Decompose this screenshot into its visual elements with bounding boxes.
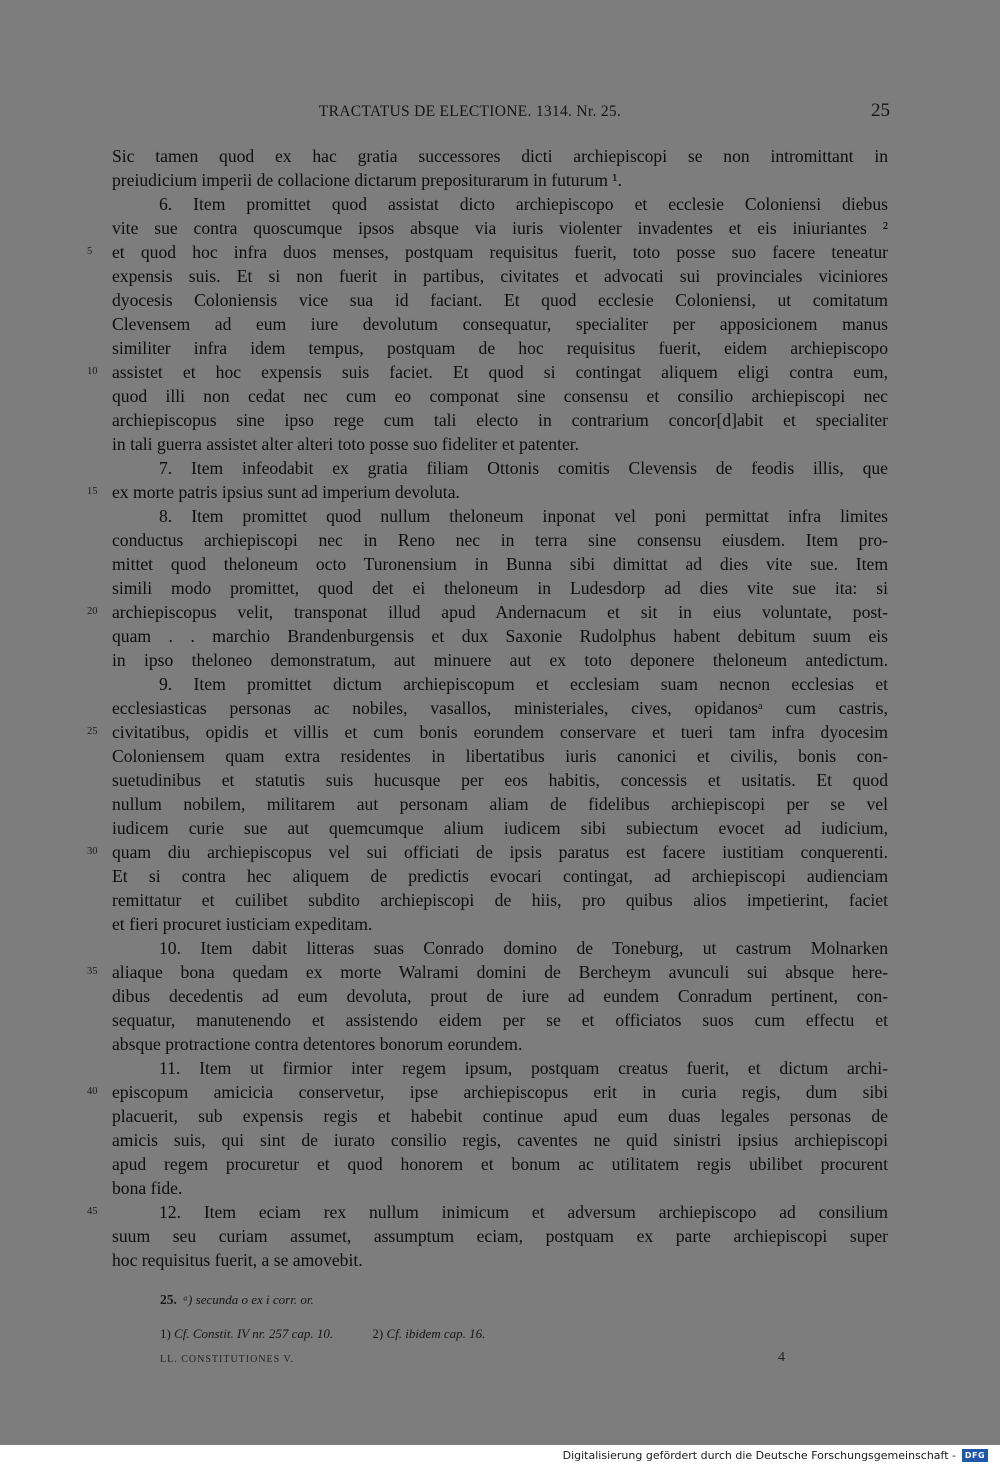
line-text: iudicem curie sue aut quemcumque alium iudicem sibi subiectum evocet ad iudicium, [112,818,888,838]
line-text: 11. Item ut firmior inter regem ipsum, postquam creatus fuerit, et dictum archi- [159,1058,888,1078]
text-line [112,624,888,648]
text-line [112,1056,888,1080]
line-text: conductus archiepiscopi nec in Reno nec in terra sine consensu eiusdem. Item pro- [112,530,888,550]
line-text: remittatur et cuilibet subdito archiepiscopi de hiis, pro quibus alios impetierint, faciet [112,890,888,910]
text-line [112,1008,888,1032]
source-note [372,1326,485,1342]
text-line [112,408,888,432]
text-line [87,600,888,624]
text-line [87,360,888,384]
text-line [112,816,888,840]
sheet-signature: 4 [778,1350,785,1365]
line-text: 8. Item promittet quod nullum theloneum inponat vel poni permittat infra limites [159,506,888,526]
text-line [87,1080,888,1104]
line-text: et quod hoc infra duos menses, postquam requisitus fuerit, toto posse suo facere teneatur [112,242,888,262]
text-line [112,984,888,1008]
text-line [112,912,888,936]
line-text: sequatur, manutenendo et assistendo eidem per se et officiatos suos cum effectu et [112,1010,888,1030]
line-text: amicis suis, qui sint de iurato consilio regis, caventes ne quid sinistri ipsius archiepiscopi [112,1130,888,1150]
line-text: absque protractione contra detentores bonorum eorundem. [112,1034,523,1054]
line-text: assistet et hoc expensis suis faciet. Et quod si contingat aliquem eligi contra eum, [112,362,888,382]
line-text: hoc requisitus fuerit, a se amovebit. [112,1250,363,1270]
text-line [112,504,888,528]
text-line [112,312,888,336]
running-head-title: TRACTATUS DE ELECTIONE. 1314. Nr. 25. [318,103,622,120]
text-line [112,1128,888,1152]
variant-note [160,1292,860,1308]
line-text: aliaque bona quedam ex morte Walrami domini de Bercheym avunculi sui absque here- [112,962,888,982]
line-text: vite sue contra quoscumque ipsos absque via iuris violenter invadentes et eis iniuriantes ² [112,218,888,238]
text-line [112,264,888,288]
line-number: 15 [87,486,98,497]
digitization-credit [563,1447,988,1463]
line-text: archiepiscopus velit, transponat illud apud Andernacum et sit in eius voluntate, post- [112,602,888,622]
text-line [112,1032,888,1056]
line-number: 25 [87,726,98,737]
text-line [112,432,888,456]
line-text: ex morte patris ipsius sunt ad imperium devoluta. [112,482,460,502]
text-line [112,336,888,360]
dfg-logo: DFG [962,1449,988,1462]
text-line [112,528,888,552]
line-text: ecclesiasticas personas ac nobiles, vasallos, ministeriales, cives, opidanosᵃ cum castris, [112,698,888,718]
line-text: suum seu curiam assumet, assumptum eciam, postquam ex parte archiepiscopi super [112,1226,888,1246]
text-line [112,648,888,672]
line-text: dyocesis Coloniensis vice sua id faciant. Et quod ecclesie Coloniensi, ut comitatum [112,290,888,310]
line-text: in tali guerra assistet alter alteri toto posse suo fideliter et patenter. [112,434,580,454]
line-text: Coloniensem quam extra residentes in libertatibus iuris canonici et civilis, bonis con- [112,746,888,766]
text-line [112,1176,888,1200]
text-line [112,888,888,912]
credit-text: Digitalisierung gefördert durch die Deutsche Forschungsgemeinschaft - [562,1448,956,1462]
source-note-number: 2) [372,1326,384,1341]
source-note-text: Cf. ibidem cap. 16. [386,1326,486,1341]
text-line [112,384,888,408]
text-line [112,216,888,240]
text-line [112,192,888,216]
body-text [87,144,888,1272]
line-text: archiepiscopus sine ipso rege cum tali electo in contrarium concor[d]abit et specialiter [112,410,888,430]
text-line [112,576,888,600]
line-text: in ipso theloneo demonstratum, aut minuere aut ex toto deponere theloneum antedictum. [112,650,888,670]
text-line [112,792,888,816]
text-line [112,1248,888,1272]
line-text: et fieri procuret iusticiam expeditam. [112,914,373,934]
text-line [112,144,888,168]
running-head [110,100,890,126]
text-line [112,864,888,888]
line-text: 9. Item promittet dictum archiepiscopum et ecclesiam suam necnon ecclesias et [159,674,888,694]
line-text: placuerit, sub expensis regis et habebit continue apud eum duas legales personas de [112,1106,888,1126]
line-text: bona fide. [112,1178,183,1198]
source-notes [160,1326,860,1342]
line-text: similiter infra idem tempus, postquam de hoc requisitus fuerit, eidem archiepiscopo [112,338,888,358]
line-text: quod illi non cedat nec cum eo componat sine consensu et consilio archiepiscopi nec [112,386,888,406]
variant-note-text: ᵃ) secunda o ex i corr. or. [182,1292,314,1307]
line-text: 6. Item promittet quod assistat dicto archiepiscopo et ecclesie Coloniensi diebus [159,194,888,214]
line-text: mittet quod theloneum octo Turonensium in Bunna sibi dimittat ad dies vite sue. Item [112,554,888,574]
source-note-text: Cf. Constit. IV nr. 257 cap. 10. [174,1326,334,1341]
line-text: civitatibus, opidis et villis et cum bonis eorundem conservare et tueri tam infra dyocesim [112,722,888,742]
critical-apparatus [160,1292,860,1308]
line-text: quam diu archiepiscopus vel sui officiati de ipsis paratus est facere iustitiam conquerenti. [112,842,888,862]
text-line [112,1152,888,1176]
text-line [87,720,888,744]
text-line [87,960,888,984]
text-line [87,840,888,864]
text-line [87,480,888,504]
source-note [160,1326,333,1342]
line-number: 45 [87,1206,98,1217]
text-line [87,1200,888,1224]
text-line [112,288,888,312]
line-text: apud regem procuretur et quod honorem et bonum ac utilitatem regis ubilibet procurent [112,1154,888,1174]
line-number: 10 [87,366,98,377]
text-line [112,1224,888,1248]
line-number: 5 [87,246,93,257]
line-text: episcopum amicicia conservetur, ipse archiepiscopus erit in curia regis, dum sibi [112,1082,888,1102]
text-line [112,456,888,480]
line-text: 7. Item infeodabit ex gratia filiam Ottonis comitis Clevensis de feodis illis, que [159,458,888,478]
text-line [112,168,888,192]
line-number: 35 [87,966,98,977]
line-text: 10. Item dabit litteras suas Conrado domino de Toneburg, ut castrum Molnarken [159,938,888,958]
text-line [112,1104,888,1128]
line-text: quam . . marchio Brandenburgensis et dux Saxonie Rudolphus habent debitum suum eis [112,626,888,646]
line-number: 40 [87,1086,98,1097]
line-number: 30 [87,846,98,857]
document-number: 25. [160,1292,177,1307]
line-text: preiudicium imperii de collacione dictarum prepositurarum in futurum ¹. [112,170,622,190]
line-text: Et si contra hec aliquem de predictis evocari contingat, ad archiepiscopi audienciam [112,866,888,886]
line-text: expensis suis. Et si non fuerit in partibus, civitates et advocati sui provinciales viciniores [112,266,888,286]
text-line [112,672,888,696]
line-text: Clevensem ad eum iure devolutum consequatur, specialiter per apposicionem manus [112,314,888,334]
source-note-number: 1) [160,1326,171,1341]
text-line [87,240,888,264]
line-text: Sic tamen quod ex hac gratia successores dicti archiepiscopi se non intromittant in [112,146,888,166]
text-line [112,552,888,576]
page-number: 25 [871,100,890,121]
line-text: nullum nobilem, militarem aut personam aliam de fidelibus archiepiscopi per se vel [112,794,888,814]
text-line [112,768,888,792]
line-number: 20 [87,606,98,617]
line-text: dibus decedentis ad eum devoluta, prout de iure ad eundem Conradum pertinent, con- [112,986,888,1006]
text-line [112,744,888,768]
line-text: suetudinibus et statutis suis hucusque per eos habitis, concessis et usitatis. Et quod [112,770,888,790]
text-line [112,696,888,720]
series-title: LL. CONSTITUTIONES V. [160,1354,294,1365]
line-text: 12. Item eciam rex nullum inimicum et adversum archiepiscopo ad consilium [159,1202,888,1222]
line-text: simili modo promittet, quod det ei theloneum in Ludesdorp ad dies vite sue ita: si [112,578,888,598]
text-line [112,936,888,960]
